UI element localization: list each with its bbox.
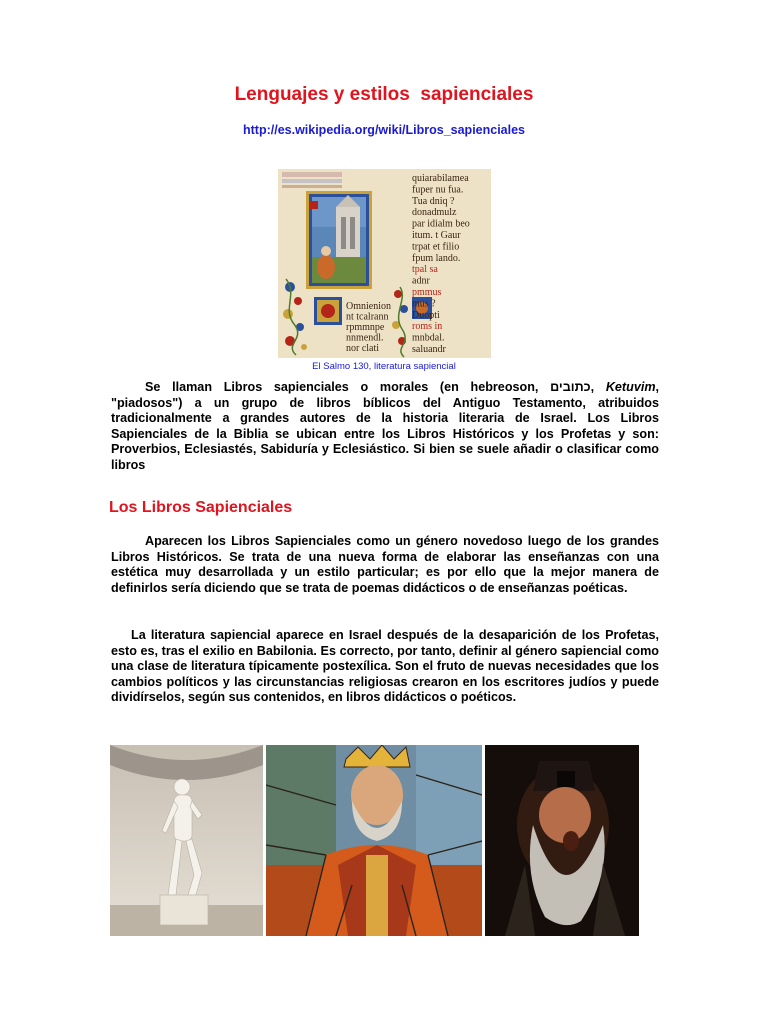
- intro-paragraph: Se llaman Libros sapienciales o morales (en hebreoson, כתובים, Ketuvim, "piadosos") a un grupo de libros bíblicos del Antiguo Testamento, atribuidos tradicionalmente a grandes autores de la historia literaria de Israel. Los Libros Sapienciales de la Biblia se ubican entre los Libros Históricos y los Profetas y son: Proverbios, Eclesiastés, Sabiduría y Eclesiástico. Si bien se suele añadir o clasificar como libros: [111, 380, 660, 472]
- manuscript-line: nnmendl.: [346, 332, 384, 344]
- manuscript-line: tpal sa: [412, 264, 438, 276]
- manuscript-line: itum. t Gaur: [412, 230, 461, 241]
- manuscript-line: donadmulz: [412, 207, 457, 219]
- manuscript-line: adnr: [412, 275, 430, 287]
- paragraph-genre: Aparecen los Libros Sapienciales como un género novedoso luego de los grandes Libros Históricos. Se trata de una nueva forma de elaborar las enseñanzas con una estética muy desarrollada y un estilo particular; es por ello que la mejor manera de definirlos sería diciendo que se trata de poemas didácticos o de enseñanzas poéticas.: [111, 534, 659, 595]
- stained-glass-king-image: [266, 745, 482, 936]
- manuscript-line: pmmus: [412, 287, 442, 298]
- image-caption: El Salmo 130, literatura sapiencial: [312, 361, 456, 372]
- manuscript-line: mnbdal.: [412, 332, 445, 344]
- manuscript-line: mus ?: [412, 298, 436, 310]
- manuscript-line: nor clati: [346, 343, 380, 354]
- manuscript-line: fuper nu fua.: [412, 184, 464, 196]
- section-heading: Los Libros Sapienciales: [109, 499, 293, 516]
- wikipedia-link[interactable]: http://es.wikipedia.org/wiki/Libros_sapienciales: [242, 123, 526, 137]
- psalm-130-manuscript-image: [278, 169, 491, 358]
- manuscript-line: par idialm beo: [412, 218, 470, 230]
- david-statue-image: [110, 745, 263, 936]
- manuscript-line: Tua dniq ?: [412, 195, 455, 207]
- manuscript-line: roms in: [412, 321, 443, 333]
- manuscript-line: rpmmnpe: [346, 322, 385, 333]
- bearded-man-image: [485, 745, 639, 936]
- manuscript-line: trpat et filio: [412, 241, 460, 253]
- manuscript-line: saluandr: [412, 344, 446, 355]
- manuscript-line: quiarabilamea: [412, 173, 469, 184]
- manuscript-line: fpum lando.: [412, 252, 461, 264]
- manuscript-line: nt tcalrann: [346, 311, 389, 323]
- page-title: Lenguajes y estilos sapienciales: [234, 84, 534, 105]
- manuscript-line: Omnienion: [346, 301, 391, 312]
- manuscript-line: Duopti: [412, 309, 440, 321]
- paragraph-postexilic: La literatura sapiencial aparece en Israel después de la desaparición de los Profetas, esto es, tras el exilio en Babilonia. Es correcto, por tanto, definir al género sapiencial como una clase de literatura típicamente postexílica. Son el fruto de nuevas necesidades que los cambios políticos y las circunstancias religiosas crearon en los escritores judíos y puede dividírselos, según sus contenidos, en libros didácticos o poéticos.: [111, 628, 659, 705]
